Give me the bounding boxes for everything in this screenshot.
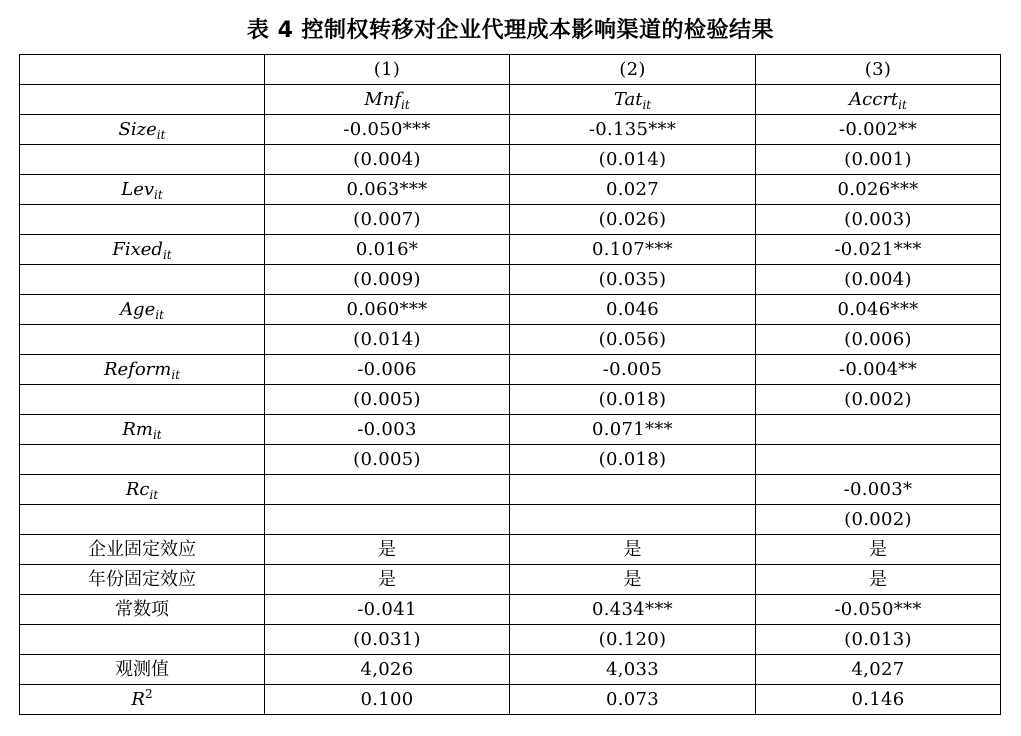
- dependent-variable-row: [20, 85, 1001, 115]
- row-label-blank: [20, 625, 265, 655]
- se-cell: (0.120): [510, 625, 756, 655]
- coef-row-lev: [20, 175, 1001, 205]
- fe-cell: 是: [265, 565, 510, 595]
- coef-cell: 0.046***: [756, 295, 1001, 325]
- row-label-blank: [20, 145, 265, 175]
- se-cell: [510, 505, 756, 535]
- coef-cell: 0.107***: [510, 235, 756, 265]
- coef-row-reform: [20, 355, 1001, 385]
- fe-cell: 是: [510, 565, 756, 595]
- coef-row-size: [20, 115, 1001, 145]
- se-cell: (0.004): [756, 265, 1001, 295]
- observations-cell: 4,033: [510, 655, 756, 685]
- coef-cell: -0.002**: [756, 115, 1001, 145]
- se-cell: (0.007): [265, 205, 510, 235]
- coef-cell: -0.003*: [756, 475, 1001, 505]
- coef-cell: -0.021***: [756, 235, 1001, 265]
- se-cell: (0.026): [510, 205, 756, 235]
- constant-se-row: [20, 625, 1001, 655]
- coef-row-rm: [20, 415, 1001, 445]
- coef-cell: -0.003: [265, 415, 510, 445]
- coef-row-age: [20, 295, 1001, 325]
- observations-cell: 4,027: [756, 655, 1001, 685]
- observations-cell: 4,026: [265, 655, 510, 685]
- coef-cell: -0.005: [510, 355, 756, 385]
- row-label-fixed: Fixed$_{it}$: [20, 235, 265, 265]
- constant-row: [20, 595, 1001, 625]
- year-fe-row: [20, 565, 1001, 595]
- coef-row-rc: [20, 475, 1001, 505]
- se-cell: (0.031): [265, 625, 510, 655]
- se-cell: (0.001): [756, 145, 1001, 175]
- row-label-blank: [20, 445, 265, 475]
- fe-cell: 是: [756, 565, 1001, 595]
- coef-cell: -0.041: [265, 595, 510, 625]
- se-cell: (0.014): [510, 145, 756, 175]
- row-label-firm-fe: 企业固定效应: [20, 535, 265, 565]
- coef-cell: 0.027: [510, 175, 756, 205]
- row-label-lev: Lev$_{it}$: [20, 175, 265, 205]
- fe-cell: 是: [510, 535, 756, 565]
- row-label-blank: [20, 505, 265, 535]
- coef-cell: -0.006: [265, 355, 510, 385]
- coef-cell: [756, 415, 1001, 445]
- r-squared-cell: 0.146: [756, 685, 1001, 715]
- coef-cell: 0.016*: [265, 235, 510, 265]
- coef-cell: -0.050***: [756, 595, 1001, 625]
- se-cell: (0.005): [265, 445, 510, 475]
- coef-cell: -0.004**: [756, 355, 1001, 385]
- se-cell: (0.002): [756, 505, 1001, 535]
- se-cell: (0.002): [756, 385, 1001, 415]
- column-number-1: (1): [265, 55, 510, 85]
- se-cell: (0.014): [265, 325, 510, 355]
- firm-fe-row: [20, 535, 1001, 565]
- se-cell: (0.005): [265, 385, 510, 415]
- r-squared-cell: 0.100: [265, 685, 510, 715]
- coef-cell: [510, 475, 756, 505]
- row-label-blank: [20, 265, 265, 295]
- coef-cell: 0.434***: [510, 595, 756, 625]
- row-label-r-squared: $R^2$: [20, 685, 265, 715]
- row-label-blank: [20, 325, 265, 355]
- coef-cell: [265, 475, 510, 505]
- se-cell: (0.006): [756, 325, 1001, 355]
- coef-cell: 0.063***: [265, 175, 510, 205]
- coef-cell: 0.071***: [510, 415, 756, 445]
- se-cell: (0.003): [756, 205, 1001, 235]
- dependent-var-3: Accrt$_{it}$: [756, 85, 1001, 115]
- se-cell: (0.013): [756, 625, 1001, 655]
- row-label-observations: 观测值: [20, 655, 265, 685]
- dependent-var-1: Mnf$_{it}$: [265, 85, 510, 115]
- se-cell: (0.004): [265, 145, 510, 175]
- se-cell: (0.009): [265, 265, 510, 295]
- coef-cell: 0.026***: [756, 175, 1001, 205]
- r-squared-cell: 0.073: [510, 685, 756, 715]
- se-row-fixed: [20, 265, 1001, 295]
- se-cell: [756, 445, 1001, 475]
- se-row-rc: [20, 505, 1001, 535]
- se-cell: (0.056): [510, 325, 756, 355]
- coef-cell: -0.050***: [265, 115, 510, 145]
- column-number-3: (3): [756, 55, 1001, 85]
- row-label-constant: 常数项: [20, 595, 265, 625]
- fe-cell: 是: [756, 535, 1001, 565]
- se-cell: (0.018): [510, 385, 756, 415]
- coef-cell: 0.060***: [265, 295, 510, 325]
- se-row-age: [20, 325, 1001, 355]
- coef-row-fixed: [20, 235, 1001, 265]
- row-label-rm: $Rm_{it}$: [20, 415, 265, 445]
- dependent-var-2: Tat$_{it}$: [510, 85, 756, 115]
- column-number-row: [20, 55, 1001, 85]
- header-blank-cell: [20, 85, 265, 115]
- observations-row: [20, 655, 1001, 685]
- row-label-blank: [20, 205, 265, 235]
- se-row-size: [20, 145, 1001, 175]
- coef-cell: 0.046: [510, 295, 756, 325]
- se-row-rm: [20, 445, 1001, 475]
- regression-table: [19, 54, 1001, 715]
- se-cell: [265, 505, 510, 535]
- se-row-lev: [20, 205, 1001, 235]
- row-label-age: Age$_{it}$: [20, 295, 265, 325]
- row-label-size: Size$_{it}$: [20, 115, 265, 145]
- coef-cell: -0.135***: [510, 115, 756, 145]
- row-label-year-fe: 年份固定效应: [20, 565, 265, 595]
- column-number-2: (2): [510, 55, 756, 85]
- row-label-rc: $Rc_{it}$: [20, 475, 265, 505]
- fe-cell: 是: [265, 535, 510, 565]
- row-label-reform: Reform$_{it}$: [20, 355, 265, 385]
- se-row-reform: [20, 385, 1001, 415]
- header-blank-cell: [20, 55, 265, 85]
- se-cell: (0.035): [510, 265, 756, 295]
- row-label-blank: [20, 385, 265, 415]
- r-squared-row: [20, 685, 1001, 715]
- table-title: 表 4 控制权转移对企业代理成本影响渠道的检验结果: [246, 18, 775, 43]
- se-cell: (0.018): [510, 445, 756, 475]
